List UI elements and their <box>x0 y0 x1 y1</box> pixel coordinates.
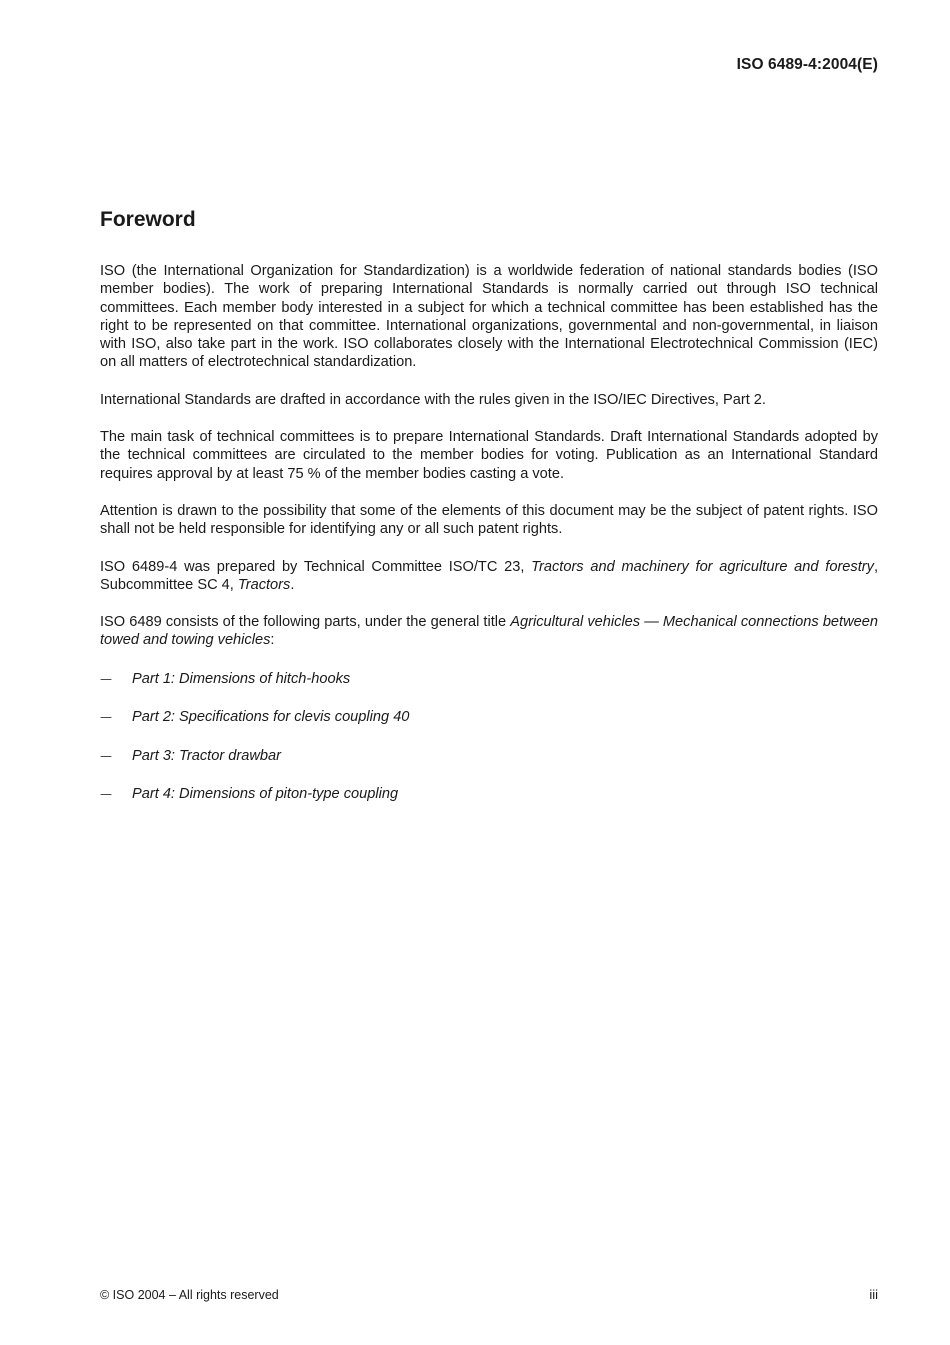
committee-title: Tractors and machinery for agriculture and forestry <box>531 558 874 575</box>
list-item <box>100 747 878 765</box>
prepared-by-end: . <box>290 576 295 593</box>
subcommittee-title: Tractors <box>237 576 291 593</box>
paragraph-iso-intro: ISO (the International Organization for Standardization) is a worldwide federation of national standards bodies (ISO member bodies). The work of preparing International Standards is normally carried out through ISO technical committees. Each member body interested in a subject for which a technical committee has been established has the right to be represented on that committee. International organizations, governmental and non-governmental, in liaison with ISO, also take part in the work. ISO collaborates closely with the International Electrotechnical Commission (IEC) on all matters of electrotechnical standardization. <box>100 263 878 371</box>
paragraph-parts-intro <box>100 613 878 650</box>
parts-list <box>100 670 878 804</box>
paragraph-prepared-by <box>100 558 878 595</box>
paragraph-main-task: The main task of technical committees is to prepare International Standards. Draft International Standards adopted by the technical committees are circulated to the member bodies for voting. Publication as an International Standard requires approval by at least 75 % of the member bodies casting a vote. <box>100 429 878 482</box>
document-id: ISO 6489-4:2004(E) <box>736 56 878 73</box>
dash-bullet: — <box>100 710 112 725</box>
parts-intro-text: ISO 6489 consists of the following parts, under the general title <box>100 614 511 631</box>
subcommittee-text: , Subcommittee SC 4, <box>100 558 878 593</box>
dash-bullet: — <box>100 787 112 802</box>
prepared-by-text: ISO 6489-4 was prepared by Technical Committee ISO/TC 23, <box>100 558 532 575</box>
dash-bullet: — <box>100 748 112 763</box>
part-label: Part 3: Tractor drawbar <box>132 747 281 764</box>
foreword-section <box>100 208 878 824</box>
page-number: iii <box>869 1287 878 1302</box>
list-item <box>100 670 878 688</box>
parts-intro-end: : <box>270 632 275 649</box>
copyright-notice: © ISO 2004 – All rights reserved <box>100 1288 279 1302</box>
list-item <box>100 785 878 803</box>
paragraph-patent-notice: Attention is drawn to the possibility that some of the elements of this document may be the subject of patent rights. ISO shall not be held responsible for identifying any or all such patent rights. <box>100 502 878 538</box>
part-label: Part 1: Dimensions of hitch-hooks <box>132 670 351 687</box>
list-item <box>100 708 878 726</box>
part-label: Part 4: Dimensions of piton-type coupling <box>132 786 399 803</box>
general-title: Agricultural vehicles — Mechanical connections between towed and towing vehicles <box>100 614 878 649</box>
part-label: Part 2: Specifications for clevis coupling 40 <box>132 709 410 726</box>
page-title: Foreword <box>100 208 196 231</box>
paragraph-directives: International Standards are drafted in accordance with the rules given in the ISO/IEC Directives, Part 2. <box>100 391 766 408</box>
dash-bullet: — <box>100 671 112 686</box>
